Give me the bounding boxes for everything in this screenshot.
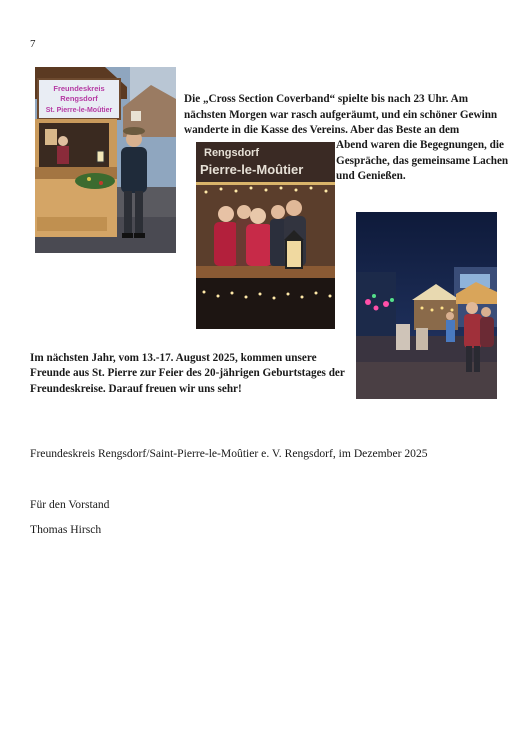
photo-market-booth xyxy=(35,67,176,253)
booth-sign-line1: Freundeskreis xyxy=(53,84,105,93)
paragraph-band-event: Die „Cross Section Coverband“ spielte bis nach 23 Uhr. Am nächsten Morgen war rasch aufgeräumt, und ein schöner Gewinn wanderte in die Kasse des Vereins. Aber das Beste an dem xyxy=(184,93,498,136)
group-sign-line1: Rengsdorf xyxy=(204,147,259,159)
signoff-organisation: Freundeskreis Rengsdorf/Saint-Pierre-le-Moûtier e. V. Rengsdorf, im Dezember 2025 xyxy=(30,447,428,460)
photo-group-booth xyxy=(196,142,335,329)
group-sign-line2: Pierre-le-Moûtier xyxy=(200,162,304,177)
signoff-board: Für den Vorstand xyxy=(30,498,110,511)
paragraph-next-year: Im nächsten Jahr, vom 13.-17. August 2025, kommen unsere Freunde aus St. Pierre zur Feier des 20-jährigen Geburtstages der Freundeskreise. Darauf freuen wir uns sehr! xyxy=(30,352,345,395)
booth-sign-line3: St. Pierre-le-Moûtier xyxy=(45,107,113,114)
signoff-signer: Thomas Hirsch xyxy=(30,523,102,536)
paragraph-band-event-continued: Abend waren die Begegnungen, die Gespräche, das gemeinsame Lachen und Genießen. xyxy=(336,139,509,182)
photo-night-market xyxy=(356,212,497,399)
booth-sign-line2: Rengsdorf xyxy=(60,94,98,103)
page-number: 7 xyxy=(30,38,36,50)
